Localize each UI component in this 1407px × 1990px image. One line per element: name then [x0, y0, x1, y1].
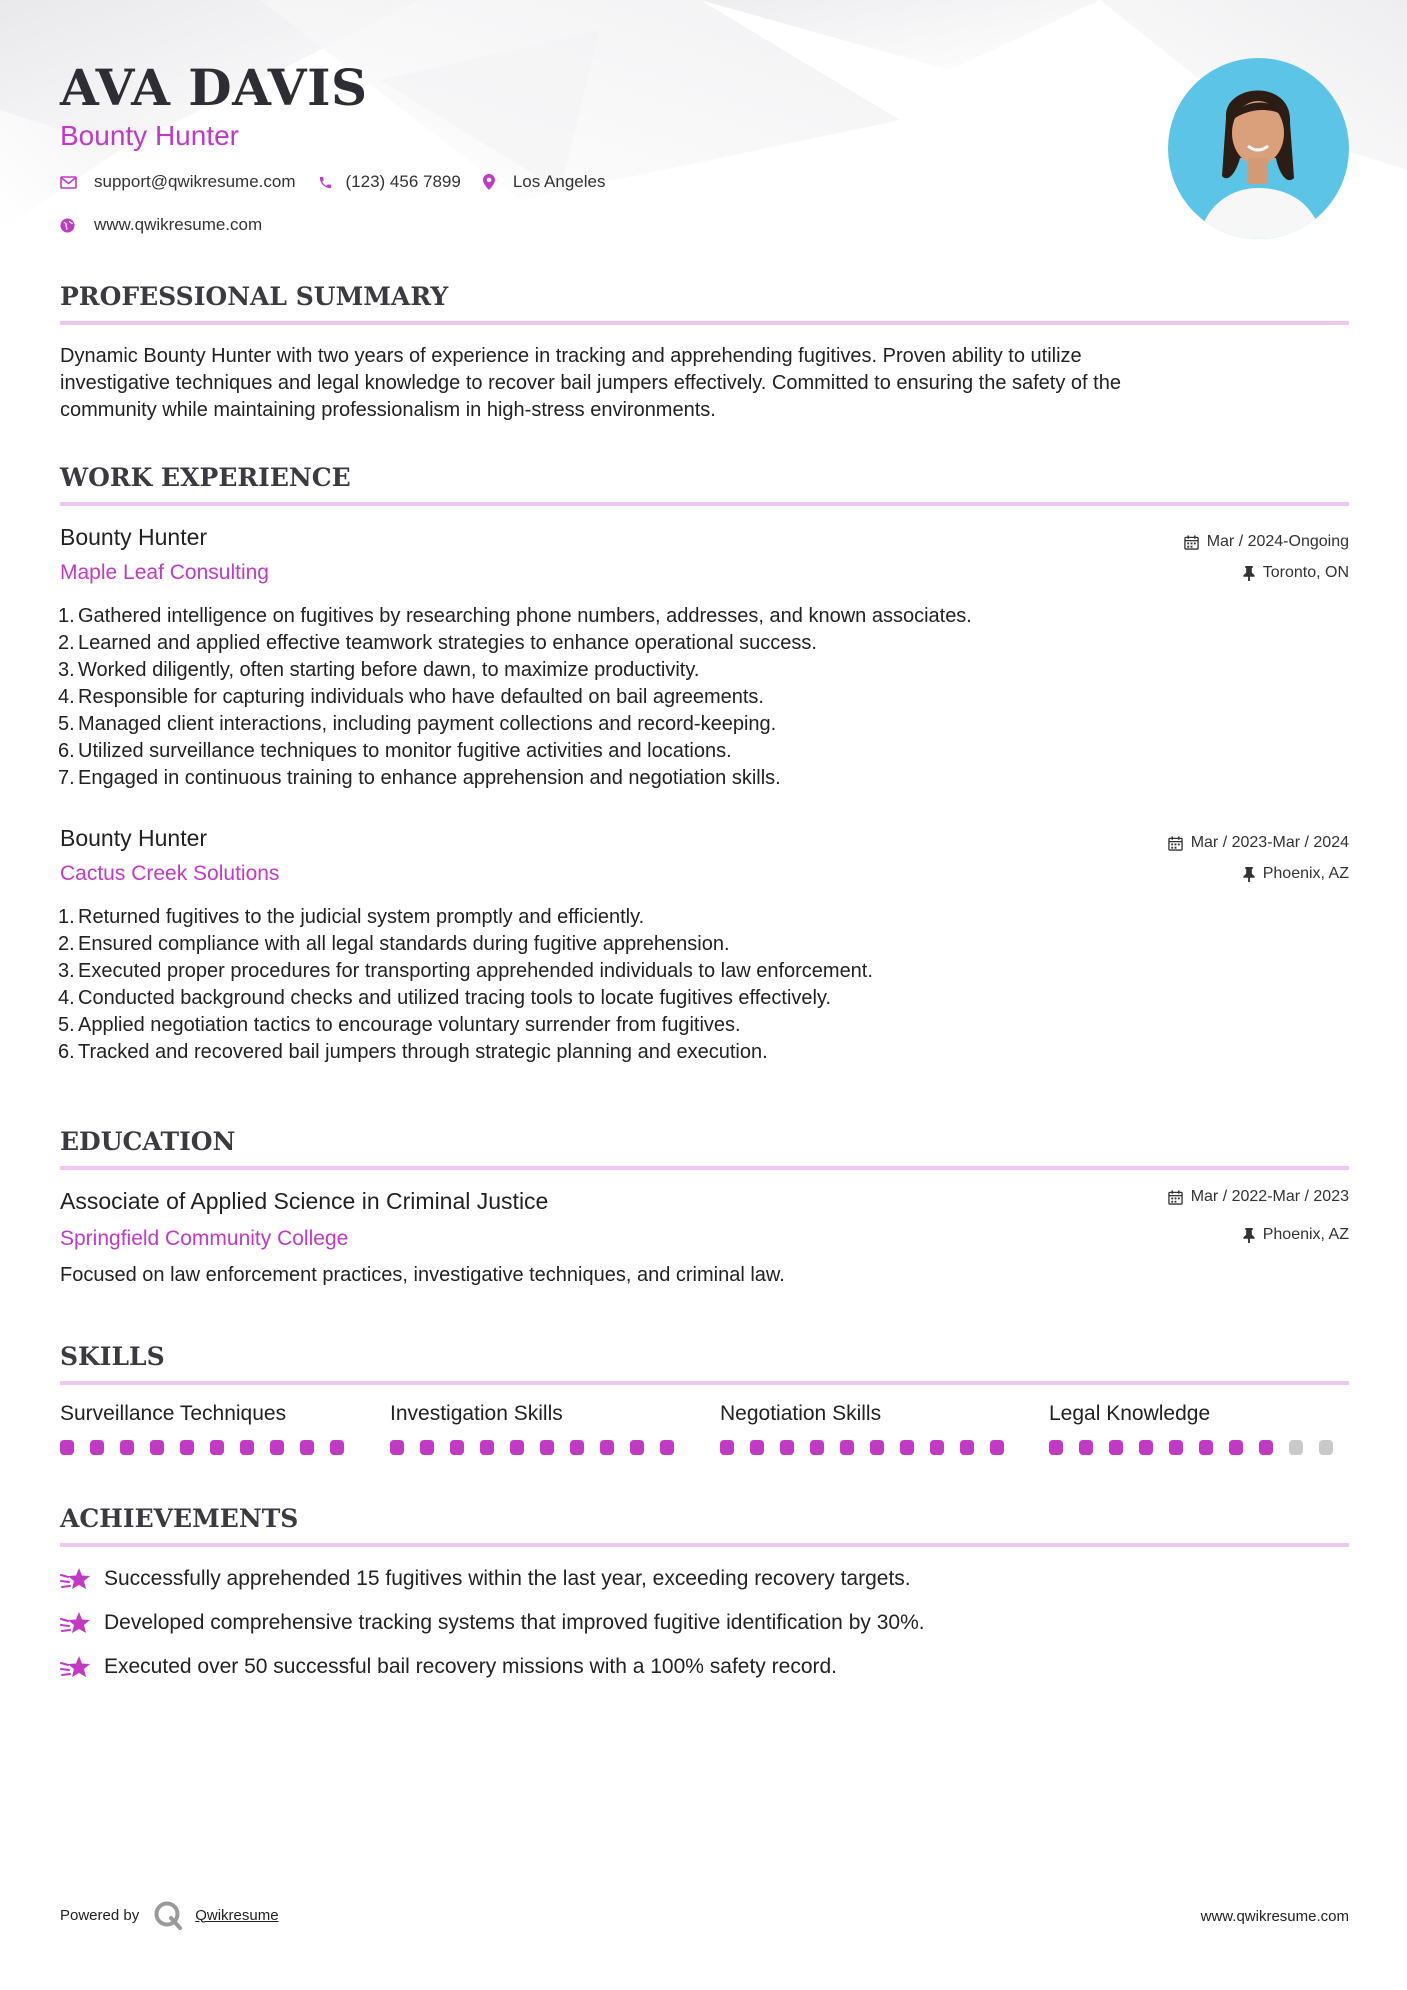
job-location-text: Toronto, ON: [1262, 564, 1349, 581]
skill-item: [60, 1402, 360, 1455]
skill-item: [720, 1402, 1020, 1455]
job-dates: [1184, 533, 1349, 551]
rating-dot-filled: [570, 1440, 584, 1455]
degree-title: Associate of Applied Science in Criminal Justice: [60, 1188, 549, 1214]
section-divider: [60, 1543, 1349, 1547]
job-dates-text: Mar / 2023-Mar / 2024: [1190, 834, 1349, 851]
achievement-item: [60, 1566, 911, 1592]
skill-item: [390, 1402, 690, 1455]
list-item: 6. Utilized surveillance techniques to monitor fugitive activities and locations.: [58, 740, 732, 762]
education-dates: [1168, 1188, 1349, 1206]
rating-dot-filled: [780, 1440, 794, 1455]
skill-item: [1049, 1402, 1349, 1455]
job-duties: [60, 904, 1367, 1066]
job-location: [1243, 865, 1349, 883]
shooting-star-icon: [60, 1566, 104, 1592]
powered-by-label: Powered by: [60, 1906, 140, 1924]
education-description: Focused on law enforcement practices, investigative techniques, and criminal law.: [60, 1264, 785, 1286]
rating-dot-filled: [840, 1440, 854, 1455]
list-item: 3. Executed proper procedures for transporting apprehended individuals to law enforcement.: [58, 960, 873, 982]
candidate-role: Bounty Hunter: [60, 120, 239, 151]
skill-name: Investigation Skills: [390, 1402, 563, 1425]
rating-dot-filled: [720, 1440, 734, 1455]
rating-dot-filled: [1259, 1440, 1273, 1455]
shooting-star-icon: [60, 1610, 104, 1636]
rating-dot-filled: [330, 1440, 344, 1455]
rating-dot-filled: [90, 1440, 104, 1455]
skill-rating: [60, 1440, 360, 1455]
skill-name: Surveillance Techniques: [60, 1402, 287, 1425]
achievement-text: Successfully apprehended 15 fugitives within the last year, exceeding recovery targets.: [104, 1567, 911, 1590]
rating-dot-filled: [1229, 1440, 1243, 1455]
achievements-heading: ACHIEVEMENTS: [60, 1504, 299, 1533]
rating-dot-filled: [510, 1440, 524, 1455]
skill-rating: [390, 1440, 690, 1455]
pushpin-icon: [1243, 566, 1255, 581]
rating-dot-filled: [750, 1440, 764, 1455]
calendar-icon: [1184, 535, 1199, 550]
rating-dot-filled: [210, 1440, 224, 1455]
calendar-icon: [1168, 1190, 1183, 1205]
list-item: 5. Managed client interactions, including payment collections and record-keeping.: [58, 713, 777, 735]
map-pin-icon: [483, 174, 513, 190]
rating-dot-filled: [390, 1440, 404, 1455]
rating-dot-empty: [1319, 1440, 1333, 1455]
location-text: Los Angeles: [512, 172, 606, 191]
rating-dot-filled: [1169, 1440, 1183, 1455]
website-item[interactable]: [60, 215, 262, 235]
rating-dot-filled: [270, 1440, 284, 1455]
education-heading: EDUCATION: [60, 1127, 236, 1156]
rating-dot-filled: [990, 1440, 1004, 1455]
profile-photo: [1168, 58, 1349, 239]
rating-dot-filled: [1139, 1440, 1153, 1455]
section-divider: [60, 1166, 1349, 1170]
summary-heading: PROFESSIONAL SUMMARY: [60, 282, 449, 311]
phone-icon: [318, 175, 346, 190]
list-item: 1. Gathered intelligence on fugitives by researching phone numbers, addresses, and known associates.: [58, 605, 972, 627]
rating-dot-filled: [450, 1440, 464, 1455]
qwikresume-logo-icon: [153, 1900, 183, 1930]
rating-dot-filled: [240, 1440, 254, 1455]
job-location: [1243, 564, 1349, 582]
summary-line: community while maintaining professionalism in high-stress environments.: [60, 399, 716, 421]
section-divider: [60, 321, 1349, 325]
section-divider: [60, 502, 1349, 506]
shooting-star-icon: [60, 1654, 104, 1680]
rating-dot-filled: [870, 1440, 884, 1455]
skill-name: Legal Knowledge: [1049, 1402, 1211, 1425]
rating-dot-filled: [150, 1440, 164, 1455]
summary-line: investigative techniques and legal knowledge to recover bail jumpers effectively. Committed to ensuring the safety of the: [60, 372, 1121, 394]
rating-dot-filled: [630, 1440, 644, 1455]
website-text: www.qwikresume.com: [94, 215, 263, 234]
skill-name: Negotiation Skills: [720, 1402, 882, 1425]
rating-dot-filled: [1079, 1440, 1093, 1455]
candidate-name: AVA DAVIS: [60, 58, 368, 117]
rating-dot-filled: [120, 1440, 134, 1455]
rating-dot-filled: [1049, 1440, 1063, 1455]
phone-text: (123) 456 7899: [345, 172, 461, 191]
rating-dot-filled: [960, 1440, 974, 1455]
job-title: Bounty Hunter: [60, 825, 208, 851]
achievement-text: Executed over 50 successful bail recovery missions with a 100% safety record.: [104, 1655, 838, 1678]
achievement-item: [60, 1654, 837, 1680]
summary-line: Dynamic Bounty Hunter with two years of experience in tracking and apprehending fugitives. Proven ability to utilize: [60, 345, 1082, 367]
education-location-text: Phoenix, AZ: [1262, 1226, 1349, 1243]
achievement-text: Developed comprehensive tracking systems that improved fugitive identification by 30%.: [104, 1611, 925, 1634]
summary-text: [60, 343, 1349, 424]
list-item: 2. Learned and applied effective teamwork strategies to enhance operational success.: [58, 632, 817, 654]
envelope-icon: [60, 176, 94, 189]
skills-heading: SKILLS: [60, 1342, 165, 1371]
rating-dot-filled: [300, 1440, 314, 1455]
list-item: 4. Responsible for capturing individuals who have defaulted on bail agreements.: [58, 686, 764, 708]
list-item: 7. Engaged in continuous training to enhance apprehension and negotiation skills.: [58, 767, 781, 789]
resume-page: [60, 0, 1349, 1990]
job-duties: [60, 603, 1367, 792]
job-dates-text: Mar / 2024-Ongoing: [1206, 533, 1349, 550]
rating-dot-filled: [660, 1440, 674, 1455]
list-item: 3. Worked diligently, often starting before dawn, to maximize productivity.: [58, 659, 700, 681]
email-text: support@qwikresume.com: [94, 172, 296, 191]
rating-dot-filled: [180, 1440, 194, 1455]
company-name: Cactus Creek Solutions: [60, 862, 280, 885]
rating-dot-filled: [900, 1440, 914, 1455]
rating-dot-filled: [600, 1440, 614, 1455]
experience-heading: WORK EXPERIENCE: [60, 463, 351, 492]
website-row: [60, 215, 284, 235]
list-item: 6. Tracked and recovered bail jumpers through strategic planning and execution.: [58, 1041, 768, 1063]
list-item: 1. Returned fugitives to the judicial system promptly and efficiently.: [58, 906, 645, 928]
brand-link[interactable]: Qwikresume: [195, 1906, 279, 1924]
rating-dot-filled: [420, 1440, 434, 1455]
job-dates: [1168, 834, 1349, 852]
calendar-icon: [1168, 836, 1183, 851]
achievement-item: [60, 1610, 925, 1636]
rating-dot-filled: [540, 1440, 554, 1455]
email-item[interactable]: [60, 172, 296, 192]
job-location-text: Phoenix, AZ: [1262, 865, 1349, 882]
contact-row: [60, 172, 627, 192]
skill-rating: [720, 1440, 1020, 1455]
skill-rating: [1049, 1440, 1349, 1455]
section-divider: [60, 1381, 1349, 1385]
rating-dot-empty: [1289, 1440, 1303, 1455]
job-title: Bounty Hunter: [60, 524, 208, 550]
footer-website-link[interactable]: www.qwikresume.com: [1200, 1908, 1349, 1925]
phone-item[interactable]: [318, 172, 461, 192]
list-item: 4. Conducted background checks and utilized tracing tools to locate fugitives effectively.: [58, 987, 832, 1009]
rating-dot-filled: [1109, 1440, 1123, 1455]
company-name: Maple Leaf Consulting: [60, 561, 269, 584]
globe-icon: [60, 218, 94, 233]
list-item: 2. Ensured compliance with all legal standards during fugitive apprehension.: [58, 933, 730, 955]
rating-dot-filled: [810, 1440, 824, 1455]
pushpin-icon: [1243, 867, 1255, 882]
rating-dot-filled: [930, 1440, 944, 1455]
education-location: [1243, 1226, 1349, 1244]
location-item: [483, 172, 606, 192]
footer-branding: [60, 1900, 279, 1930]
education-dates-text: Mar / 2022-Mar / 2023: [1190, 1188, 1349, 1205]
list-item: 5. Applied negotiation tactics to encourage voluntary surrender from fugitives.: [58, 1014, 741, 1036]
pushpin-icon: [1243, 1228, 1255, 1243]
rating-dot-filled: [480, 1440, 494, 1455]
rating-dot-filled: [60, 1440, 74, 1455]
rating-dot-filled: [1199, 1440, 1213, 1455]
school-name: Springfield Community College: [60, 1227, 349, 1250]
